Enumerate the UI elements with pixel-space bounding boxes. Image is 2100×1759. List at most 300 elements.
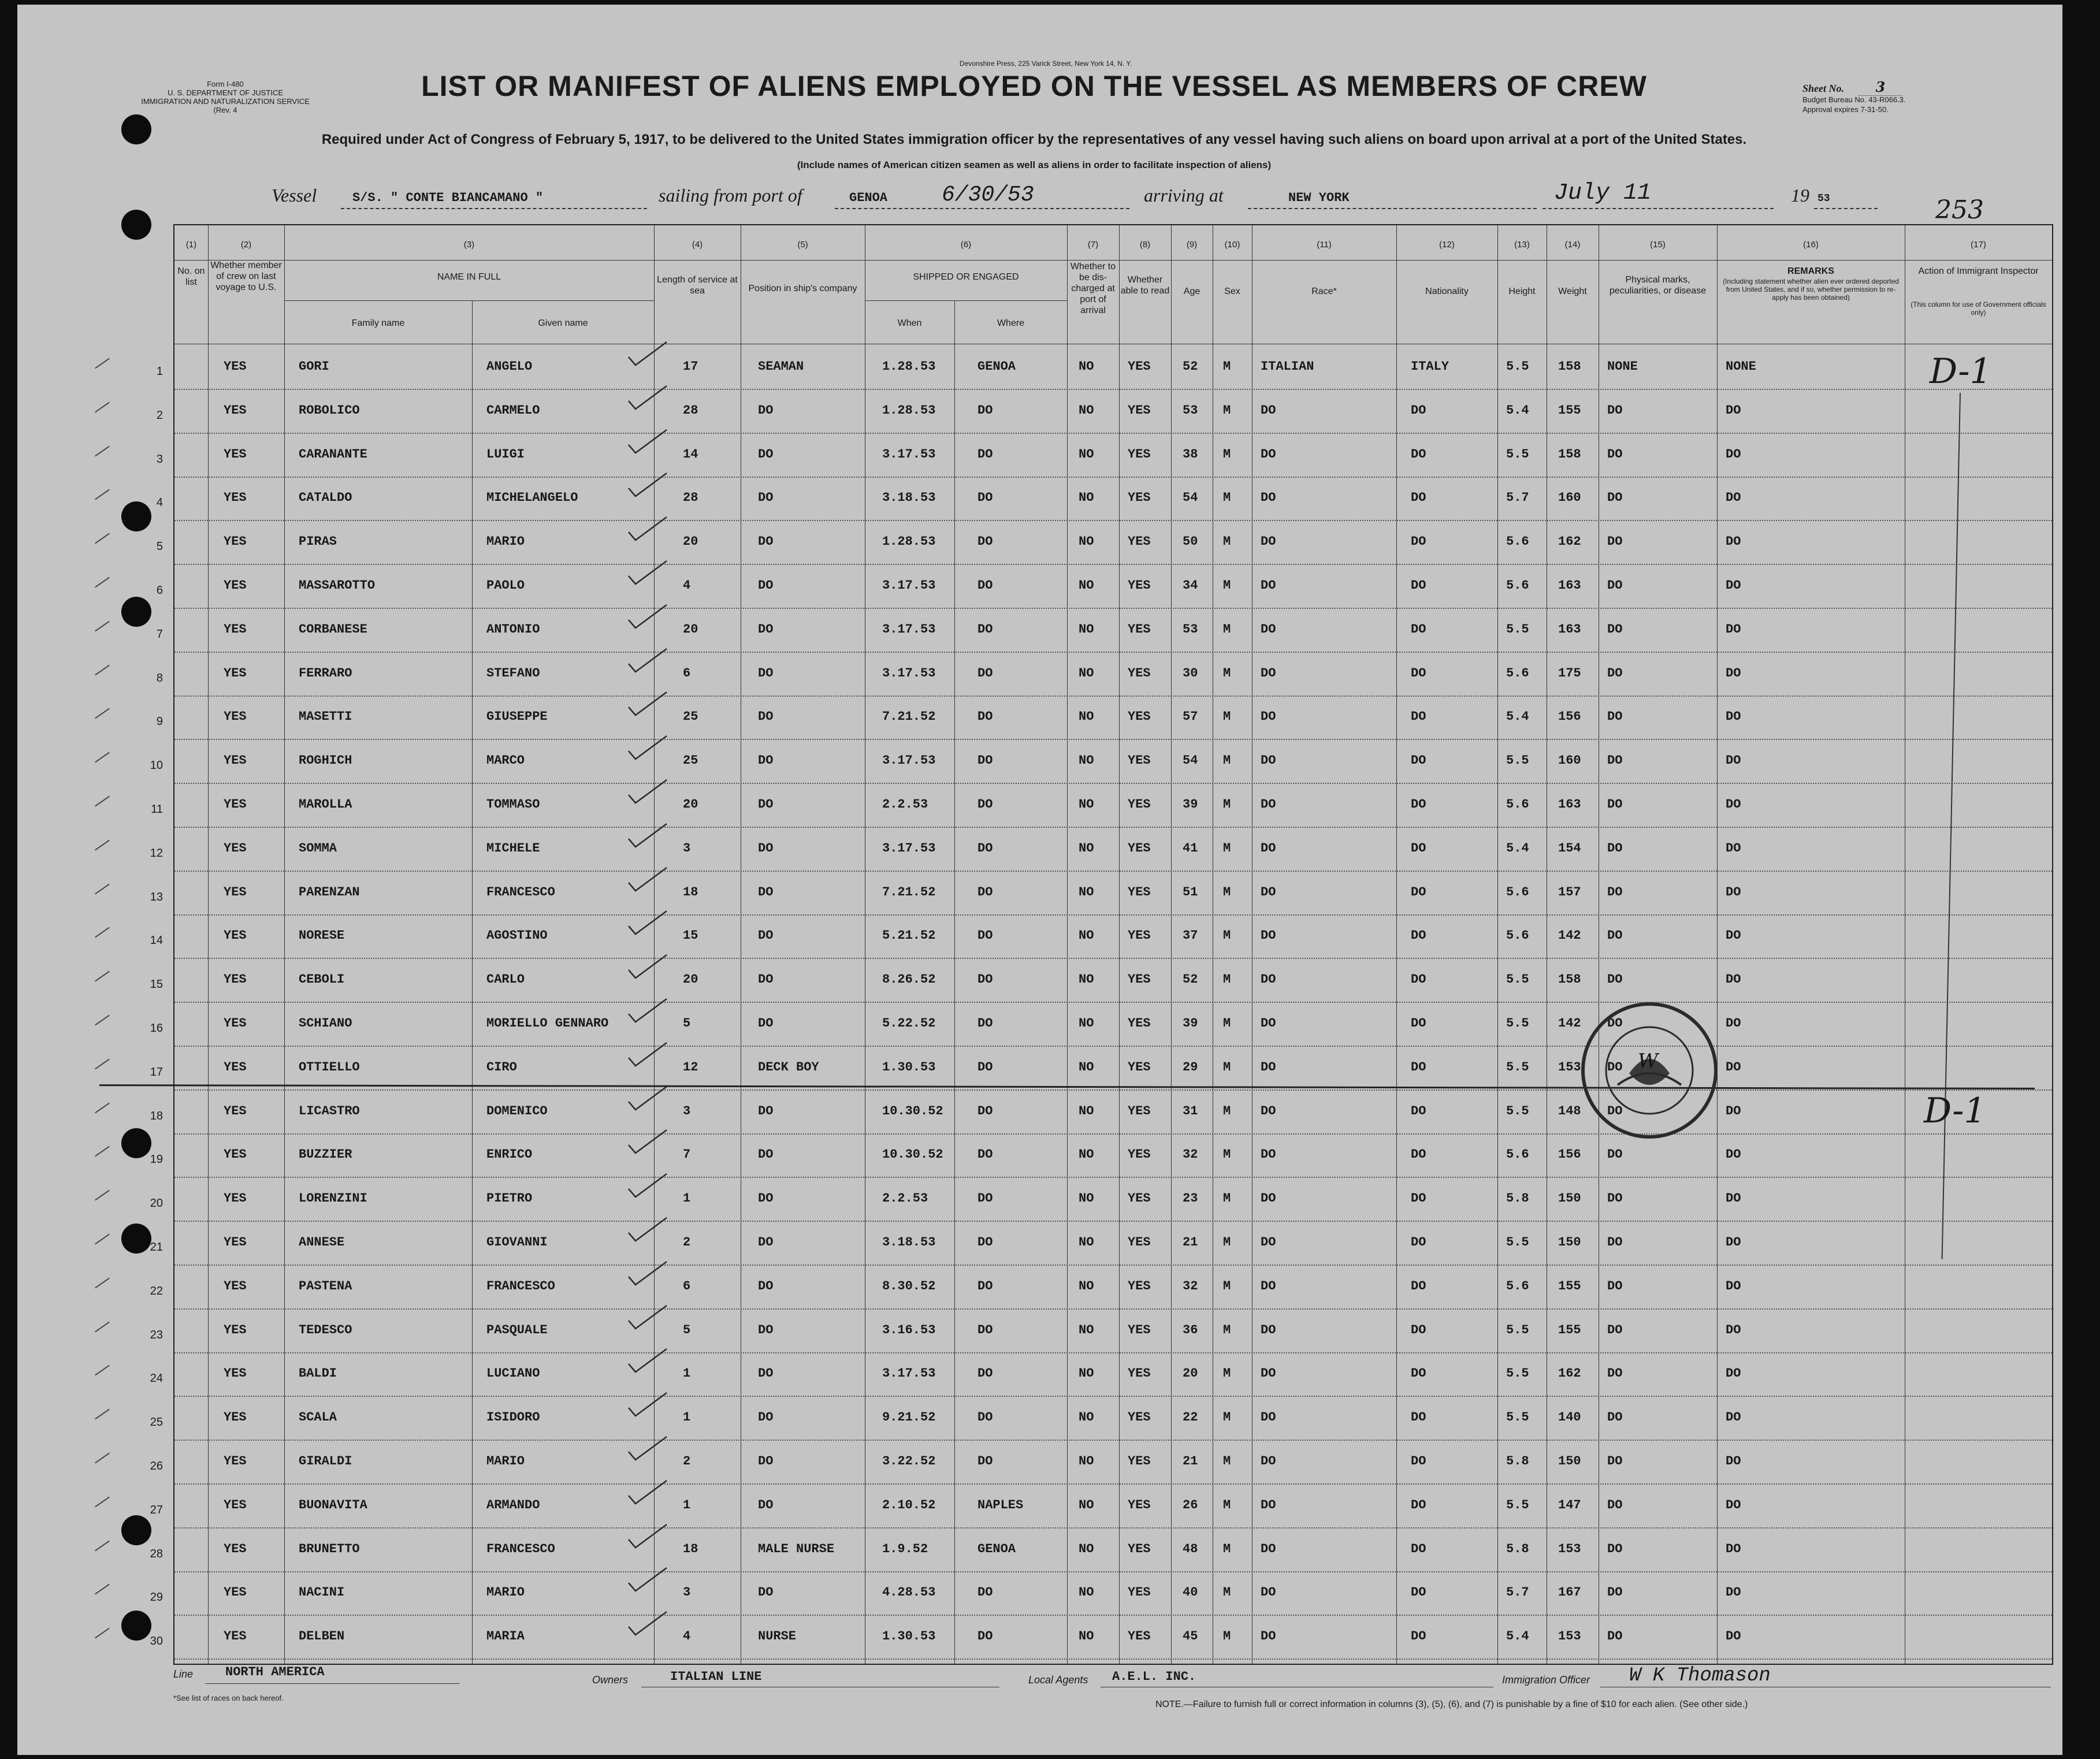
crew-cell: YES bbox=[224, 1454, 247, 1468]
age-cell: 31 bbox=[1183, 1103, 1198, 1118]
age-cell: 53 bbox=[1183, 622, 1198, 637]
read-cell: YES bbox=[1128, 1541, 1151, 1556]
position-cell: DO bbox=[758, 797, 774, 812]
weight-cell: 156 bbox=[1558, 1147, 1581, 1162]
age-cell: 48 bbox=[1183, 1541, 1198, 1556]
height-cell: 5.5 bbox=[1506, 1016, 1529, 1031]
position-cell: NURSE bbox=[758, 1629, 797, 1644]
check-mark bbox=[625, 734, 671, 763]
row-number: 29 bbox=[150, 1591, 163, 1604]
form-number: Form I-480 bbox=[207, 80, 244, 88]
crew-cell: YES bbox=[224, 709, 247, 724]
read-cell: YES bbox=[1128, 578, 1151, 593]
race-cell: DO bbox=[1261, 972, 1276, 987]
where-cell: DO bbox=[977, 709, 993, 724]
age-cell: 29 bbox=[1183, 1059, 1198, 1074]
crew-cell: YES bbox=[224, 1235, 247, 1249]
sex-cell: M bbox=[1223, 1541, 1231, 1556]
when-cell: 1.30.53 bbox=[882, 1059, 936, 1074]
check-mark bbox=[625, 1347, 671, 1375]
table-row bbox=[150, 914, 2052, 959]
tick-mark bbox=[95, 664, 110, 675]
age-cell: 21 bbox=[1183, 1454, 1198, 1468]
tick-mark bbox=[95, 1496, 110, 1507]
revision: (Rev. 4 bbox=[213, 106, 237, 114]
crew-cell: YES bbox=[224, 534, 247, 549]
discharged-cell: NO bbox=[1079, 1059, 1094, 1074]
crew-cell: YES bbox=[224, 841, 247, 856]
table-row bbox=[150, 1090, 2052, 1135]
row-number: 21 bbox=[150, 1241, 163, 1254]
given-name-cell: FRANCESCO bbox=[486, 884, 555, 899]
where-cell: DO bbox=[977, 1016, 993, 1031]
weight-cell: 158 bbox=[1558, 359, 1581, 374]
row-number: 19 bbox=[150, 1153, 163, 1166]
weight-cell: 142 bbox=[1558, 928, 1581, 943]
when-cell: 5.21.52 bbox=[882, 928, 936, 943]
sex-cell: M bbox=[1223, 1059, 1231, 1074]
nationality-cell: DO bbox=[1411, 534, 1426, 549]
where-cell: DO bbox=[977, 1366, 993, 1381]
nationality-cell: DO bbox=[1411, 1059, 1426, 1074]
race-cell: DO bbox=[1261, 1541, 1276, 1556]
read-cell: YES bbox=[1128, 1366, 1151, 1381]
where-cell: DO bbox=[977, 972, 993, 987]
tick-mark bbox=[95, 971, 110, 982]
age-cell: 39 bbox=[1183, 1016, 1198, 1031]
table-row bbox=[150, 1571, 2052, 1616]
age-cell: 22 bbox=[1183, 1410, 1198, 1425]
discharged-cell: NO bbox=[1079, 1147, 1094, 1162]
year-suffix: 53 bbox=[1817, 193, 1830, 204]
read-cell: YES bbox=[1128, 841, 1151, 856]
given-name-cell: STEFANO bbox=[486, 665, 540, 680]
remarks-cell: DO bbox=[1726, 972, 1741, 987]
remarks-cell: DO bbox=[1726, 928, 1741, 943]
height-cell: 5.4 bbox=[1506, 1629, 1529, 1644]
tick-mark bbox=[95, 883, 110, 894]
weight-cell: 160 bbox=[1558, 753, 1581, 768]
when-cell: 5.22.52 bbox=[882, 1016, 936, 1031]
arriving-label: arriving at bbox=[1144, 185, 1224, 206]
height-cell: 5.5 bbox=[1506, 1235, 1529, 1249]
discharged-cell: NO bbox=[1079, 753, 1094, 768]
height-cell: 5.6 bbox=[1506, 578, 1529, 593]
where-cell: DO bbox=[977, 1278, 993, 1293]
tick-mark bbox=[95, 358, 110, 369]
table-row bbox=[150, 1396, 2052, 1441]
where-cell: DO bbox=[977, 1235, 993, 1249]
height-cell: 5.5 bbox=[1506, 753, 1529, 768]
position-cell: SEAMAN bbox=[758, 359, 804, 374]
family-name-cell: CARANANTE bbox=[299, 447, 367, 462]
col-remarks-detail: (Including statement whether alien ever ordered deported from United States, and if so, whether permission to re-apply has been obtained) bbox=[1723, 277, 1899, 302]
remarks-cell: DO bbox=[1726, 1366, 1741, 1381]
table-row bbox=[150, 958, 2052, 1003]
weight-cell: 163 bbox=[1558, 578, 1581, 593]
remarks-cell: DO bbox=[1726, 534, 1741, 549]
discharged-cell: NO bbox=[1079, 1410, 1094, 1425]
age-cell: 53 bbox=[1183, 403, 1198, 418]
marks-cell: DO bbox=[1607, 1235, 1623, 1249]
remarks-cell: DO bbox=[1726, 884, 1741, 899]
row-number: 11 bbox=[151, 803, 163, 816]
weight-cell: 163 bbox=[1558, 622, 1581, 637]
table-row bbox=[150, 871, 2052, 916]
height-cell: 5.5 bbox=[1506, 1410, 1529, 1425]
col-no-head: No. on list bbox=[177, 266, 205, 287]
column-number: (6) bbox=[960, 240, 972, 250]
column-number: (7) bbox=[1087, 240, 1099, 250]
given-name-cell: LUCIANO bbox=[486, 1366, 540, 1381]
read-cell: YES bbox=[1128, 359, 1151, 374]
col-shipped-head: SHIPPED OR ENGAGED bbox=[913, 272, 1019, 282]
discharged-cell: NO bbox=[1079, 709, 1094, 724]
table-row bbox=[156, 652, 2052, 697]
age-cell: 32 bbox=[1183, 1278, 1198, 1293]
sex-cell: M bbox=[1223, 1191, 1231, 1206]
age-cell: 54 bbox=[1183, 490, 1198, 505]
race-cell: DO bbox=[1261, 928, 1276, 943]
arriving-port: NEW YORK bbox=[1288, 191, 1350, 205]
given-name-cell: ISIDORO bbox=[486, 1410, 540, 1425]
sex-cell: M bbox=[1223, 578, 1231, 593]
sex-cell: M bbox=[1223, 1278, 1231, 1293]
height-cell: 5.6 bbox=[1506, 884, 1529, 899]
weight-cell: 140 bbox=[1558, 1410, 1581, 1425]
nationality-cell: DO bbox=[1411, 1235, 1426, 1249]
col-service-head: Length of service at sea bbox=[657, 275, 738, 296]
service-cell: 20 bbox=[683, 534, 698, 549]
tick-mark bbox=[95, 839, 110, 850]
age-cell: 54 bbox=[1183, 753, 1198, 768]
given-name-cell: MARIO bbox=[486, 1585, 525, 1600]
table-row bbox=[150, 1177, 2052, 1222]
when-cell: 10.30.52 bbox=[882, 1147, 943, 1162]
table-row bbox=[156, 608, 2052, 653]
sex-cell: M bbox=[1223, 928, 1231, 943]
height-cell: 5.8 bbox=[1506, 1454, 1529, 1468]
race-cell: ITALIAN bbox=[1261, 359, 1314, 374]
discharged-cell: NO bbox=[1079, 490, 1094, 505]
col-sex-head: Sex bbox=[1224, 287, 1240, 296]
given-name-cell: MORIELLO GENNARO bbox=[486, 1016, 609, 1031]
when-cell: 2.10.52 bbox=[882, 1497, 936, 1512]
weight-cell: 150 bbox=[1558, 1191, 1581, 1206]
read-cell: YES bbox=[1128, 534, 1151, 549]
nationality-cell: DO bbox=[1411, 1629, 1426, 1644]
where-cell: DO bbox=[977, 622, 993, 637]
department: U. S. DEPARTMENT OF JUSTICE bbox=[167, 88, 284, 97]
family-name-cell: SCALA bbox=[299, 1410, 337, 1425]
age-cell: 51 bbox=[1183, 884, 1198, 899]
height-cell: 5.4 bbox=[1506, 709, 1529, 724]
table-row bbox=[156, 564, 2052, 609]
weight-cell: 158 bbox=[1558, 972, 1581, 987]
service-cell: 25 bbox=[683, 709, 698, 724]
crew-cell: YES bbox=[224, 1410, 247, 1425]
sheet-label: Sheet No. bbox=[1802, 83, 1844, 94]
year-prefix: 19 bbox=[1791, 185, 1809, 206]
family-name-cell: GORI bbox=[299, 359, 329, 374]
race-cell: DO bbox=[1261, 578, 1276, 593]
remarks-cell: DO bbox=[1726, 1322, 1741, 1337]
position-cell: DO bbox=[758, 447, 774, 462]
marks-cell: DO bbox=[1607, 622, 1623, 637]
discharged-cell: NO bbox=[1079, 665, 1094, 680]
where-cell: DO bbox=[977, 797, 993, 812]
marks-cell: DO bbox=[1607, 665, 1623, 680]
height-cell: 5.7 bbox=[1506, 1585, 1529, 1600]
where-cell: DO bbox=[977, 403, 993, 418]
marks-cell: DO bbox=[1607, 490, 1623, 505]
nationality-cell: DO bbox=[1411, 1103, 1426, 1118]
position-cell: DO bbox=[758, 1585, 774, 1600]
remarks-cell: DO bbox=[1726, 1191, 1741, 1206]
d1-annotation-bottom: D-1 bbox=[1924, 1091, 1986, 1131]
family-name-cell: LICASTRO bbox=[299, 1103, 360, 1118]
family-name-cell: BUZZIER bbox=[299, 1147, 352, 1162]
weight-cell: 167 bbox=[1558, 1585, 1581, 1600]
check-mark bbox=[625, 340, 671, 369]
remarks-cell: DO bbox=[1726, 1059, 1741, 1074]
table-row bbox=[150, 1265, 2052, 1310]
read-cell: YES bbox=[1128, 1191, 1151, 1206]
sex-cell: M bbox=[1223, 709, 1231, 724]
agents-value: A.E.L. INC. bbox=[1112, 1669, 1196, 1684]
family-name-cell: ROGHICH bbox=[299, 753, 352, 768]
page-title: LIST OR MANIFEST OF ALIENS EMPLOYED ON THE VESSEL AS MEMBERS OF CREW bbox=[421, 70, 1647, 102]
row-number: 22 bbox=[150, 1284, 163, 1297]
weight-cell: 150 bbox=[1558, 1235, 1581, 1249]
remarks-cell: DO bbox=[1726, 665, 1741, 680]
height-cell: 5.5 bbox=[1506, 1103, 1529, 1118]
row-number: 27 bbox=[150, 1503, 163, 1516]
family-name-cell: FERRARO bbox=[299, 665, 352, 680]
given-name-cell: FRANCESCO bbox=[486, 1278, 555, 1293]
age-cell: 50 bbox=[1183, 534, 1198, 549]
crew-cell: YES bbox=[224, 1147, 247, 1162]
family-name-cell: BALDI bbox=[299, 1366, 337, 1381]
service-cell: 3 bbox=[683, 1103, 691, 1118]
discharged-cell: NO bbox=[1079, 1103, 1094, 1118]
header-rule bbox=[174, 260, 2052, 261]
nationality-cell: DO bbox=[1411, 447, 1426, 462]
races-note: *See list of races on back hereof. bbox=[173, 1694, 284, 1702]
include-note: (Include names of American citizen seamen as well as aliens in order to facilitate inspection of aliens) bbox=[797, 159, 1272, 170]
col-age-head: Age bbox=[1183, 287, 1200, 296]
race-cell: DO bbox=[1261, 1016, 1276, 1031]
service-cell: 17 bbox=[683, 359, 698, 374]
service-cell: 4 bbox=[683, 578, 691, 593]
service-cell: 2 bbox=[683, 1454, 691, 1468]
given-name-cell: GIUSEPPE bbox=[486, 709, 548, 724]
read-cell: YES bbox=[1128, 1016, 1151, 1031]
marks-cell: DO bbox=[1607, 1541, 1623, 1556]
read-cell: YES bbox=[1128, 1235, 1151, 1249]
race-cell: DO bbox=[1261, 490, 1276, 505]
sex-cell: M bbox=[1223, 534, 1231, 549]
nationality-cell: DO bbox=[1411, 1366, 1426, 1381]
when-cell: 3.17.53 bbox=[882, 622, 936, 637]
position-cell: DO bbox=[758, 403, 774, 418]
service-cell: 1 bbox=[683, 1191, 691, 1206]
column-number: (16) bbox=[1803, 240, 1819, 250]
check-mark bbox=[625, 1565, 671, 1594]
service-cell: 6 bbox=[683, 1278, 691, 1293]
height-cell: 5.5 bbox=[1506, 1322, 1529, 1337]
crew-cell: YES bbox=[224, 622, 247, 637]
table-row bbox=[151, 783, 2052, 828]
read-cell: YES bbox=[1128, 797, 1151, 812]
column-number: (11) bbox=[1317, 240, 1332, 250]
age-cell: 52 bbox=[1183, 359, 1198, 374]
given-name-cell: MARIO bbox=[486, 1454, 525, 1468]
position-cell: DO bbox=[758, 1016, 774, 1031]
marks-cell: DO bbox=[1607, 709, 1623, 724]
family-name-cell: ROBOLICO bbox=[299, 403, 360, 418]
marks-cell: DO bbox=[1607, 1191, 1623, 1206]
crew-cell: YES bbox=[224, 928, 247, 943]
race-cell: DO bbox=[1261, 1235, 1276, 1249]
check-mark bbox=[625, 1040, 671, 1069]
read-cell: YES bbox=[1128, 1497, 1151, 1512]
marks-cell: DO bbox=[1607, 1059, 1623, 1074]
tick-mark bbox=[95, 1102, 110, 1113]
family-name-cell: BRUNETTO bbox=[299, 1541, 360, 1556]
discharged-cell: NO bbox=[1079, 1541, 1094, 1556]
nationality-cell: DO bbox=[1411, 578, 1426, 593]
age-cell: 40 bbox=[1183, 1585, 1198, 1600]
age-cell: 38 bbox=[1183, 447, 1198, 462]
age-cell: 45 bbox=[1183, 1629, 1198, 1644]
height-cell: 5.6 bbox=[1506, 797, 1529, 812]
tick-mark bbox=[95, 1628, 110, 1639]
remarks-cell: DO bbox=[1726, 1541, 1741, 1556]
punch-hole bbox=[121, 210, 151, 240]
column-number: (1) bbox=[185, 240, 197, 250]
family-name-cell: CATALDO bbox=[299, 490, 352, 505]
race-cell: DO bbox=[1261, 447, 1276, 462]
race-cell: DO bbox=[1261, 1147, 1276, 1162]
nationality-cell: DO bbox=[1411, 1016, 1426, 1031]
given-name-cell: LUIGI bbox=[486, 447, 525, 462]
position-cell: MALE NURSE bbox=[758, 1541, 835, 1556]
remarks-cell: DO bbox=[1726, 753, 1741, 768]
race-cell: DO bbox=[1261, 1454, 1276, 1468]
when-cell: 2.2.53 bbox=[882, 797, 928, 812]
weight-cell: 160 bbox=[1558, 490, 1581, 505]
position-cell: DO bbox=[758, 1454, 774, 1468]
crew-cell: YES bbox=[224, 1497, 247, 1512]
row-number: 7 bbox=[156, 627, 163, 641]
officer-label: Immigration Officer bbox=[1502, 1674, 1590, 1686]
check-mark bbox=[625, 1390, 671, 1419]
family-name-cell: MASSAROTTO bbox=[299, 578, 376, 593]
col-remarks-head: REMARKS bbox=[1787, 266, 1834, 276]
height-cell: 5.6 bbox=[1506, 665, 1529, 680]
punch-hole bbox=[121, 1515, 151, 1545]
column-number: (10) bbox=[1224, 240, 1240, 250]
tick-mark bbox=[95, 1584, 110, 1595]
family-name-cell: ANNESE bbox=[299, 1235, 345, 1249]
where-cell: DO bbox=[977, 490, 993, 505]
crew-cell: YES bbox=[224, 1585, 247, 1600]
sex-cell: M bbox=[1223, 1497, 1231, 1512]
check-mark bbox=[625, 909, 671, 938]
arrival-date: July 11 bbox=[1554, 180, 1652, 206]
row-number: 24 bbox=[150, 1372, 163, 1385]
read-cell: YES bbox=[1128, 447, 1151, 462]
marks-cell: DO bbox=[1607, 1278, 1623, 1293]
tick-mark bbox=[95, 577, 110, 588]
age-cell: 37 bbox=[1183, 928, 1198, 943]
when-cell: 1.28.53 bbox=[882, 359, 936, 374]
row-number: 26 bbox=[150, 1460, 163, 1472]
service-cell: 1 bbox=[683, 1410, 691, 1425]
remarks-cell: DO bbox=[1726, 1278, 1741, 1293]
crew-cell: YES bbox=[224, 797, 247, 812]
service-cell: 4 bbox=[683, 1629, 691, 1644]
remarks-cell: DO bbox=[1726, 403, 1741, 418]
where-cell: GENOA bbox=[977, 1541, 1016, 1556]
read-cell: YES bbox=[1128, 1059, 1151, 1074]
crew-cell: YES bbox=[224, 1278, 247, 1293]
height-cell: 5.8 bbox=[1506, 1541, 1529, 1556]
when-cell: 3.17.53 bbox=[882, 841, 936, 856]
service-cell: 20 bbox=[683, 972, 698, 987]
position-cell: DO bbox=[758, 578, 774, 593]
crew-cell: YES bbox=[224, 359, 247, 374]
read-cell: YES bbox=[1128, 884, 1151, 899]
age-cell: 36 bbox=[1183, 1322, 1198, 1337]
service-cell: 20 bbox=[683, 622, 698, 637]
nationality-cell: DO bbox=[1411, 1322, 1426, 1337]
column-number: (3) bbox=[463, 240, 475, 250]
where-cell: DO bbox=[977, 1059, 993, 1074]
check-mark bbox=[625, 1172, 671, 1200]
when-cell: 3.17.53 bbox=[882, 447, 936, 462]
tick-mark bbox=[95, 533, 110, 544]
sex-cell: M bbox=[1223, 622, 1231, 637]
read-cell: YES bbox=[1128, 622, 1151, 637]
discharged-cell: NO bbox=[1079, 1191, 1094, 1206]
check-mark bbox=[625, 1128, 671, 1156]
discharged-cell: NO bbox=[1079, 359, 1094, 374]
race-cell: DO bbox=[1261, 841, 1276, 856]
remarks-cell: DO bbox=[1726, 490, 1741, 505]
given-name-cell: GIOVANNI bbox=[486, 1235, 548, 1249]
family-name-cell: NORESE bbox=[299, 928, 345, 943]
read-cell: YES bbox=[1128, 1147, 1151, 1162]
manifest-page bbox=[17, 5, 2062, 1755]
remarks-cell: DO bbox=[1726, 1410, 1741, 1425]
height-cell: 5.4 bbox=[1506, 403, 1529, 418]
vessel-label: Vessel bbox=[272, 185, 317, 206]
given-name-cell: CIRO bbox=[486, 1059, 517, 1074]
position-cell: DO bbox=[758, 534, 774, 549]
where-cell: DO bbox=[977, 578, 993, 593]
year-fill-line bbox=[1814, 185, 1878, 209]
nationality-cell: DO bbox=[1411, 1541, 1426, 1556]
family-name-cell: MASETTI bbox=[299, 709, 352, 724]
owners-label: Owners bbox=[592, 1674, 629, 1686]
check-mark bbox=[625, 953, 671, 981]
position-cell: DO bbox=[758, 928, 774, 943]
vessel-value: S/S. " CONTE BIANCAMANO " bbox=[352, 191, 544, 205]
service-cell: 14 bbox=[683, 447, 698, 462]
tick-mark bbox=[95, 489, 110, 500]
